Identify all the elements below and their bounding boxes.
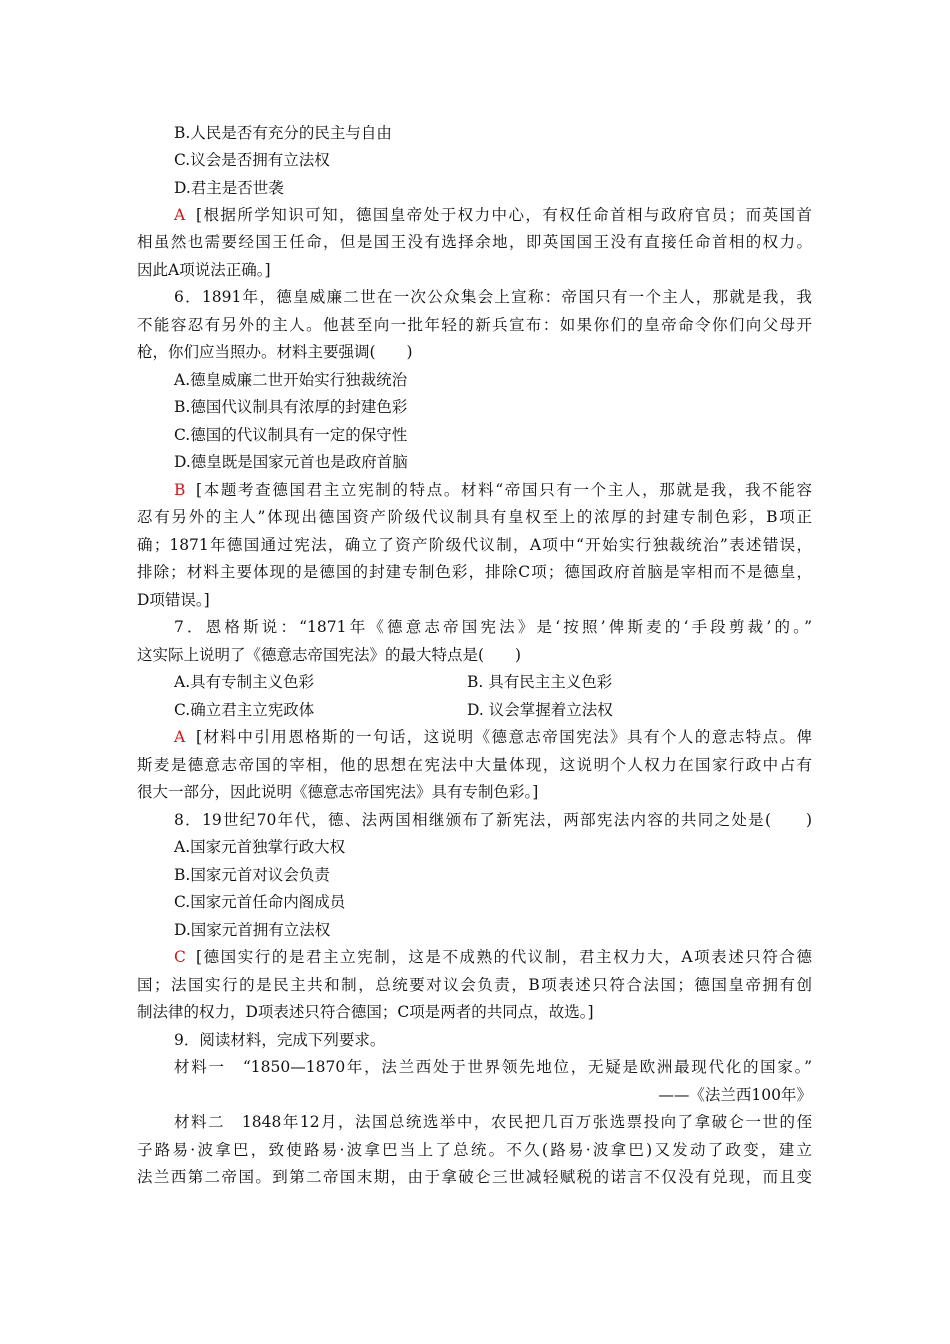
option-d: D.国家元首拥有立法权 bbox=[174, 921, 331, 939]
material-line: 法兰西第二帝国。到第二帝国末期，由于拿破仑三世减轻赋税的诺言不仅没有兑现，而且变 bbox=[137, 1168, 812, 1186]
answer-letter: A bbox=[174, 728, 186, 746]
answer-letter: C bbox=[174, 948, 186, 966]
option-c: C.国家元首任命内阁成员 bbox=[174, 893, 346, 911]
explanation-line: 很大一部分，因此说明《德意志帝国宪法》具有专制色彩。] bbox=[137, 783, 539, 801]
question-7: 7．恩格斯说：“1871年《德意志帝国宪法》是‘按照’俾斯麦的‘手段剪裁’的。” bbox=[174, 618, 812, 636]
option-d: D.君主是否世袭 bbox=[174, 179, 284, 197]
question-line: 不能容忍有另外的主人。他甚至向一批年轻的新兵宣布：如果你们的皇帝命令你们向父母开 bbox=[137, 316, 812, 334]
question-9: 9．阅读材料，完成下列要求。 bbox=[174, 1031, 386, 1049]
question-line: 这实际上说明了《德意志帝国宪法》的最大特点是( ) bbox=[137, 646, 522, 664]
explanation-line: 排除；材料主要体现的是德国的封建专制色彩，排除C项；德国政府首脑是宰相而不是德皇， bbox=[137, 563, 812, 581]
explanation-line: 相虽然也需要经国王任命，但是国王没有选择余地，即英国国王没有直接任命首相的权力。 bbox=[137, 233, 812, 251]
explanation-line: [材料中引用恩格斯的一句话，这说明《德意志帝国宪法》具有个人的意志特点。俾 bbox=[196, 728, 812, 746]
material-two: 材料二 1848年12月，法国总统选举中，农民把几百万张选票投向了拿破仑一世的侄 bbox=[174, 1113, 812, 1131]
question-line: 枪，你们应当照办。材料主要强调( ) bbox=[137, 343, 413, 361]
option-c: C.确立君主立宪政体 bbox=[174, 701, 315, 719]
explanation-line: 确；1871年德国通过宪法，确立了资产阶级代议制，A项中“开始实行独裁统治”表述错误， bbox=[137, 536, 812, 554]
explanation-line: [根据所学知识可知，德国皇帝处于权力中心，有权任命首相与政府官员；而英国首 bbox=[196, 206, 812, 224]
option-a: A.德皇威廉二世开始实行独裁统治 bbox=[174, 371, 408, 389]
explanation-line: D项错误。] bbox=[137, 591, 210, 609]
explanation-line: 国；法国实行的是民主共和制，总统要对议会负责，B项表述只符合法国；德国皇帝拥有创 bbox=[137, 976, 812, 994]
option-c: C.议会是否拥有立法权 bbox=[174, 151, 330, 169]
material-source: ——《法兰西100年》 bbox=[658, 1086, 812, 1104]
explanation-line: [德国实行的是君主立宪制，这是不成熟的代议制，君主权力大，A项表述只符合德 bbox=[196, 948, 812, 966]
option-b: B. 具有民主主义色彩 bbox=[467, 673, 613, 691]
explanation-line: [本题考查德国君主立宪制的特点。材料“帝国只有一个主人，那就是我，我不能容 bbox=[196, 481, 812, 499]
explanation-line: 因此A项说法正确。] bbox=[137, 261, 271, 279]
explanation-line: 制法律的权力，D项表述只符合德国；C项是两者的共同点，故选。] bbox=[137, 1003, 594, 1021]
question-8: 8．19世纪70年代，德、法两国相继颁布了新宪法，两部宪法内容的共同之处是( ) bbox=[174, 811, 812, 829]
option-c: C.德国的代议制具有一定的保守性 bbox=[174, 426, 408, 444]
answer-letter: A bbox=[174, 206, 186, 224]
material-line: 子路易·波拿巴，致使路易·波拿巴当上了总统。不久(路易·波拿巴)又发动了政变，建立 bbox=[137, 1141, 812, 1159]
explanation-line: 斯麦是德意志帝国的宰相，他的思想在宪法中大量体现，这说明个人权力在国家行政中占有 bbox=[137, 756, 812, 774]
option-a: A.具有专制主义色彩 bbox=[174, 673, 315, 691]
option-a: A.国家元首独掌行政大权 bbox=[174, 838, 346, 856]
option-b: B.国家元首对议会负责 bbox=[174, 866, 330, 884]
question-6: 6．1891年，德皇威廉二世在一次公众集会上宣称：帝国只有一个主人，那就是我，我 bbox=[174, 288, 812, 306]
option-d: D.德皇既是国家元首也是政府首脑 bbox=[174, 453, 408, 471]
explanation-line: 忍有另外的主人”体现出德国资产阶级代议制具有皇权至上的浓厚的封建专制色彩，B项正 bbox=[137, 508, 812, 526]
material-one: 材料一 “1850—1870年，法兰西处于世界领先地位，无疑是欧洲最现代化的国家。” bbox=[174, 1058, 812, 1076]
option-b: B.人民是否有充分的民主与自由 bbox=[174, 124, 392, 142]
option-d: D. 议会掌握着立法权 bbox=[467, 701, 613, 719]
option-b: B.德国代议制具有浓厚的封建色彩 bbox=[174, 398, 408, 416]
answer-letter: B bbox=[174, 481, 186, 499]
